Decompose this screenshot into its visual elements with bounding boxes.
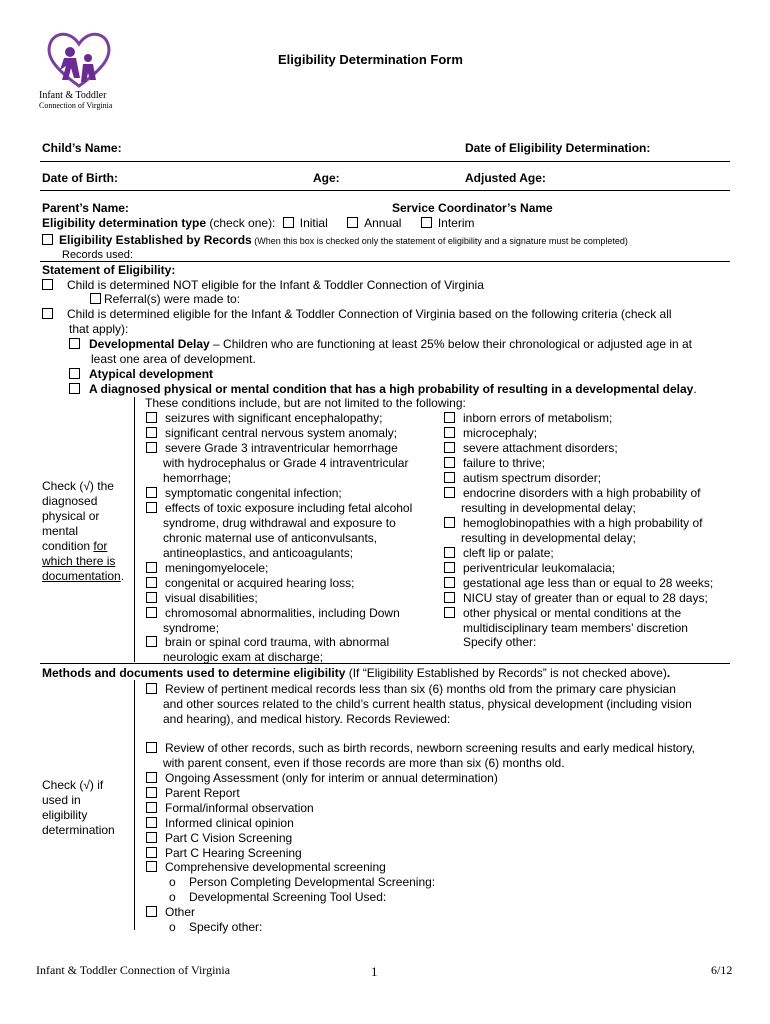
dev-delay-row: Developmental Delay – Children who are functioning at least 25% below their chronological or adjusted age in at xyxy=(69,337,692,351)
condition-item: congenital or acquired hearing loss; xyxy=(146,576,354,590)
condition-checkbox[interactable] xyxy=(444,517,455,528)
condition-checkbox[interactable] xyxy=(444,457,455,468)
page-number: 1 xyxy=(371,964,378,979)
review-primary-checkbox[interactable] xyxy=(146,683,157,694)
condition-checkbox[interactable] xyxy=(444,472,455,483)
conditions-side-rule xyxy=(134,397,135,662)
not-eligible-checkbox[interactable] xyxy=(42,279,53,290)
condition-item: microcephaly; xyxy=(444,426,537,440)
divider xyxy=(40,663,730,664)
review-primary-line3: and hearing), and medical history. Records Reviewed: xyxy=(163,712,451,726)
condition-item-cont: neurologic exam at discharge; xyxy=(163,650,324,664)
condition-item: chromosomal abnormalities, including Down xyxy=(146,606,400,620)
type-row xyxy=(42,216,475,230)
eligible-line2: that apply): xyxy=(69,322,129,336)
divider xyxy=(40,161,730,162)
review-primary-line2: and other sources related to the child’s current health status, physical development (including vision xyxy=(163,697,692,711)
method-item: Parent Report xyxy=(146,786,240,800)
condition-checkbox[interactable] xyxy=(444,592,455,603)
sub-item: o Person Completing Developmental Screening: xyxy=(169,875,436,889)
eligible-row: Child is determined eligible for the Infant & Toddler Connection of Virginia based on the following criteria (check all xyxy=(42,307,672,321)
condition-item-cont: with hydrocephalus or Grade 4 intraventricular xyxy=(163,456,409,470)
annual-label: Annual xyxy=(364,216,402,230)
method-checkbox[interactable] xyxy=(146,861,157,872)
initial-label: Initial xyxy=(299,216,328,230)
referral-checkbox[interactable] xyxy=(90,293,101,304)
condition-checkbox[interactable] xyxy=(444,427,455,438)
condition-item: cleft lip or palate; xyxy=(444,546,554,560)
age-label: Age: xyxy=(313,171,340,185)
condition-item: endocrine disorders with a high probability of xyxy=(444,486,700,500)
child-name-label: Child’s Name: xyxy=(42,141,122,155)
statement-heading: Statement of Eligibility: xyxy=(42,263,176,277)
review-other-checkbox[interactable] xyxy=(146,742,157,753)
not-eligible-row: Child is determined NOT eligible for the Infant & Toddler Connection of Virginia xyxy=(42,278,484,292)
condition-checkbox[interactable] xyxy=(444,607,455,618)
records-note: (When this box is checked only the statement of eligibility and a signature must be completed) xyxy=(251,236,628,246)
condition-item-cont: syndrome; xyxy=(163,621,220,635)
method-item: Ongoing Assessment (only for interim or annual determination) xyxy=(146,771,498,785)
methods-side-rule xyxy=(134,680,135,930)
condition-item: inborn errors of metabolism; xyxy=(444,411,612,425)
condition-checkbox[interactable] xyxy=(444,547,455,558)
condition-item: seizures with significant encephalopathy; xyxy=(146,411,382,425)
atypical-row: Atypical development xyxy=(69,367,213,381)
adjusted-age-label: Adjusted Age: xyxy=(465,171,546,185)
methods-hint: (If “Eligibility Established by Records” is not checked above) xyxy=(345,666,667,680)
method-checkbox[interactable] xyxy=(146,847,157,858)
other-method-checkbox[interactable] xyxy=(146,906,157,917)
condition-item: severe Grade 3 intraventricular hemorrhage xyxy=(146,441,398,455)
dev-delay-checkbox[interactable] xyxy=(69,338,80,349)
records-checkbox[interactable] xyxy=(42,234,53,245)
method-item: Part C Hearing Screening xyxy=(146,846,302,860)
records-label: Eligibility Established by Records xyxy=(59,233,252,247)
condition-item: meningomyelocele; xyxy=(146,561,268,575)
condition-item: visual disabilities; xyxy=(146,591,258,605)
type-hint: (check one): xyxy=(206,216,276,230)
method-item: Part C Vision Screening xyxy=(146,831,292,845)
page-title: Eligibility Determination Form xyxy=(278,52,463,67)
logo-line2: Connection of Virginia xyxy=(39,101,113,110)
methods-heading: Methods and documents used to determine eligibility xyxy=(42,666,346,680)
specify-other-label: Specify other: xyxy=(463,635,537,649)
condition-checkbox[interactable] xyxy=(146,502,157,513)
review-primary-row: Review of pertinent medical records less than six (6) months old from the primary care physician xyxy=(146,682,676,696)
method-item: Comprehensive developmental screening xyxy=(146,860,386,874)
type-label: Eligibility determination type xyxy=(42,216,207,230)
condition-item-cont: resulting in developmental delay; xyxy=(461,531,636,545)
check-note-1: Check (√) the diagnosed physical or mental condition for which there is documentation. xyxy=(42,479,125,583)
diagnosed-row: A diagnosed physical or mental condition that has a high probability of resulting in a developmental delay. xyxy=(69,382,697,396)
method-item: Other xyxy=(146,905,195,919)
review-other-line2: with parent consent, even if those records are more than six (6) months old. xyxy=(163,756,565,770)
method-item: Formal/informal observation xyxy=(146,801,314,815)
condition-checkbox[interactable] xyxy=(444,562,455,573)
condition-checkbox[interactable] xyxy=(146,412,157,423)
condition-item: NICU stay of greater than or equal to 28 days; xyxy=(444,591,708,605)
records-used-label: Records used: xyxy=(62,249,133,261)
footer-org: Infant & Toddler Connection of Virginia xyxy=(36,963,231,977)
condition-checkbox[interactable] xyxy=(146,592,157,603)
logo-heart-icon xyxy=(44,28,114,90)
divider xyxy=(40,261,730,262)
divider xyxy=(40,190,730,191)
methods-heading-row: Methods and documents used to determine eligibility (If “Eligibility Established by Records” is not checked above). xyxy=(42,666,671,680)
condition-item: brain or spinal cord trauma, with abnormal xyxy=(146,635,389,649)
footer-date: 6/12 xyxy=(711,963,733,977)
condition-checkbox[interactable] xyxy=(146,607,157,618)
atypical-checkbox[interactable] xyxy=(69,368,80,379)
dev-delay-line2: least one area of development. xyxy=(91,352,256,366)
condition-item-cont: hemorrhage; xyxy=(163,471,232,485)
annual-checkbox[interactable] xyxy=(347,217,358,228)
date-eligibility-label: Date of Eligibility Determination: xyxy=(465,141,651,155)
condition-item: significant central nervous system anomaly; xyxy=(146,426,397,440)
method-checkbox[interactable] xyxy=(146,787,157,798)
condition-checkbox[interactable] xyxy=(444,412,455,423)
condition-checkbox[interactable] xyxy=(146,577,157,588)
condition-item-cont: multidisciplinary team members’ discretion xyxy=(463,621,688,635)
condition-item-cont: antineoplastics, and anticoagulants; xyxy=(163,546,354,560)
condition-item: hemoglobinopathies with a high probability of xyxy=(444,516,703,530)
condition-item: other physical or mental conditions at the xyxy=(444,606,681,620)
condition-item: severe attachment disorders; xyxy=(444,441,618,455)
method-checkbox[interactable] xyxy=(146,802,157,813)
parent-name-label: Parent’s Name: xyxy=(42,201,129,215)
check-note-2: Check (√) if used in eligibility determination xyxy=(42,778,115,837)
condition-checkbox[interactable] xyxy=(146,427,157,438)
interim-label: Interim xyxy=(437,216,475,230)
condition-checkbox[interactable] xyxy=(444,442,455,453)
condition-item: periventricular leukomalacia; xyxy=(444,561,615,575)
eligible-checkbox[interactable] xyxy=(42,308,53,319)
condition-item: failure to thrive; xyxy=(444,456,545,470)
logo xyxy=(38,28,118,114)
conditions-intro: These conditions include, but are not limited to the following: xyxy=(145,396,466,410)
condition-item: effects of toxic exposure including fetal alcohol xyxy=(146,501,412,515)
condition-checkbox[interactable] xyxy=(146,442,157,453)
service-coordinator-label: Service Coordinator’s Name xyxy=(392,201,553,215)
method-checkbox[interactable] xyxy=(146,832,157,843)
records-row xyxy=(42,233,628,248)
condition-item-cont: chronic maternal use of anticonvulsants, xyxy=(163,531,378,545)
interim-checkbox[interactable] xyxy=(421,217,432,228)
condition-item-cont: syndrome, drug withdrawal and exposure to xyxy=(163,516,396,530)
condition-checkbox[interactable] xyxy=(146,636,157,647)
initial-checkbox[interactable] xyxy=(283,217,294,228)
condition-item: gestational age less than or equal to 28 weeks; xyxy=(444,576,713,590)
condition-item: autism spectrum disorder; xyxy=(444,471,601,485)
sub-item: o Developmental Screening Tool Used: xyxy=(169,890,387,904)
diagnosed-checkbox[interactable] xyxy=(69,383,80,394)
sub-item: o Specify other: xyxy=(169,920,263,934)
condition-checkbox[interactable] xyxy=(146,562,157,573)
referral-row: Referral(s) were made to: xyxy=(90,292,240,306)
condition-item: symptomatic congenital infection; xyxy=(146,486,342,500)
method-checkbox[interactable] xyxy=(146,817,157,828)
condition-checkbox[interactable] xyxy=(444,487,455,498)
review-other-row: Review of other records, such as birth records, newborn screening results and early medical history, xyxy=(146,741,695,755)
condition-checkbox[interactable] xyxy=(444,577,455,588)
logo-line1: Infant & Toddler xyxy=(39,90,107,101)
condition-item-cont: resulting in developmental delay; xyxy=(461,501,636,515)
dob-label: Date of Birth: xyxy=(42,171,118,185)
condition-checkbox[interactable] xyxy=(146,487,157,498)
method-checkbox[interactable] xyxy=(146,772,157,783)
method-item: Informed clinical opinion xyxy=(146,816,294,830)
